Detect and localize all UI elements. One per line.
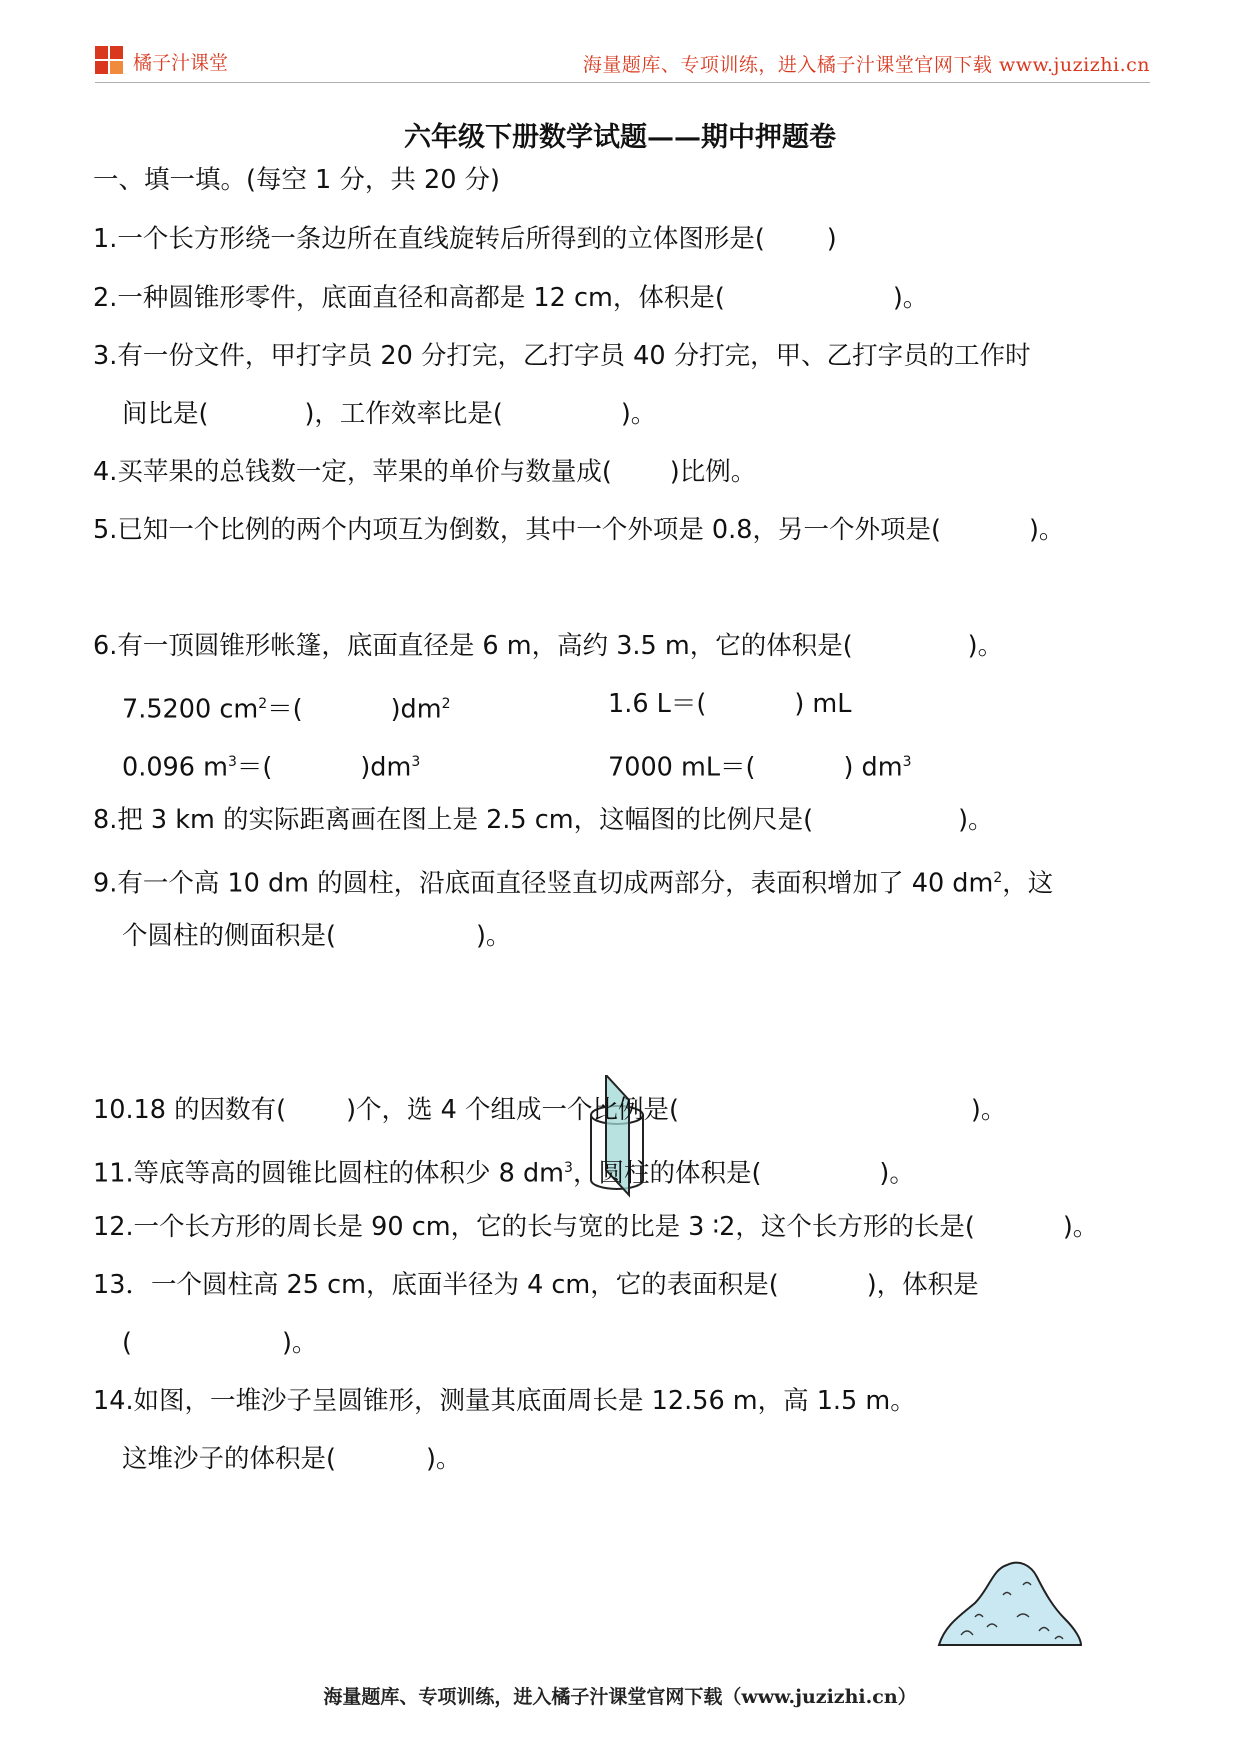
question-12: 12.一个长方形的周长是 90 cm，它的长与宽的比是 3 ∶2，这个长方形的长是( )。: [93, 1212, 1099, 1242]
question-7b: 1.6 L＝( ) mL: [608, 689, 852, 719]
question-14-cont: 这堆沙子的体积是( )。: [122, 1444, 462, 1474]
question-14: 14.如图，一堆沙子呈圆锥形，测量其底面周长是 12.56 m，高 1.5 m。: [93, 1386, 916, 1416]
question-8: 8.把 3 km 的实际距离画在图上是 2.5 cm，这幅图的比例尺是( )。: [93, 805, 994, 835]
logo-text: 橘子汁课堂: [133, 51, 229, 74]
sand-pile-figure: [935, 1555, 1085, 1650]
question-9-cont: 个圆柱的侧面积是( )。: [122, 921, 512, 951]
page-title: 六年级下册数学试题——期中押题卷: [404, 122, 836, 153]
question-11: 11.等底等高的圆锥比圆柱的体积少 8 $dm^3$，圆柱的体积是( )。: [93, 1158, 915, 1189]
question-5: 5.已知一个比例的两个内项互为倒数，其中一个外项是 0.8，另一个外项是( )。: [93, 515, 1065, 545]
question-6: 6.有一顶圆锥形帐篷，底面直径是 6 m，高约 3.5 m，它的体积是( )。: [93, 631, 1004, 661]
page-footer: 海量题库、专项训练，进入橘子汁课堂官网下载（www.juzizhi.cn）: [323, 1686, 917, 1708]
question-10: 10.18 的因数有( )个，选 4 个组成一个比例是( )。: [93, 1095, 1007, 1125]
question-7d: 7000 mL＝( ) $dm^3$: [608, 752, 912, 783]
logo-icon: [95, 46, 127, 76]
question-3-cont: 间比是( )，工作效率比是( )。: [122, 399, 657, 429]
section-heading: 一、填一填。(每空 1 分，共 20 分): [93, 165, 500, 195]
question-3: 3.有一份文件，甲打字员 20 分打完，乙打字员 40 分打完，甲、乙打字员的工作时: [93, 341, 1031, 371]
page-header: [95, 40, 1150, 83]
question-7c: 0.096 $m^3=$( )$dm^3$: [122, 752, 421, 783]
question-2: 2.一种圆锥形零件，底面直径和高都是 12 cm，体积是( )。: [93, 283, 929, 313]
sand-pile-icon: [939, 1563, 1081, 1645]
header-slogan: 海量题库、专项训练，进入橘子汁课堂官网下载 www.juzizhi.cn: [582, 54, 1150, 76]
question-13: 13．一个圆柱高 25 cm，底面半径为 4 cm，它的表面积是( )，体积是: [93, 1270, 979, 1300]
question-9: 9.有一个高 10 dm 的圆柱，沿底面直径竖直切成两部分，表面积增加了 40 $dm^2$，这: [93, 868, 1054, 899]
question-1: 1.一个长方形绕一条边所在直线旋转后所得到的立体图形是( ): [93, 224, 837, 254]
question-4: 4.买苹果的总钱数一定，苹果的单价与数量成( )比例。: [93, 457, 757, 487]
question-13-cont: ( )。: [122, 1328, 318, 1358]
logo: [95, 46, 228, 76]
question-7a: 7.5200 $cm^2=$( )$dm^2$: [122, 694, 451, 725]
